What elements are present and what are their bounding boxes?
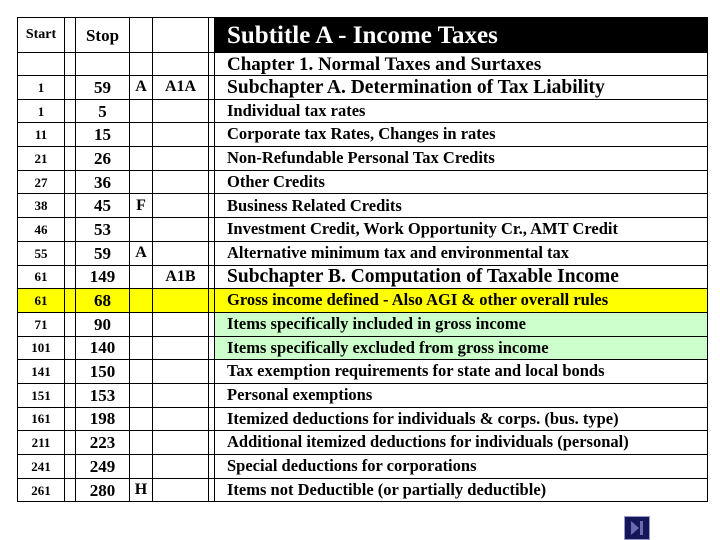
gap-cell <box>65 265 76 289</box>
code-cell <box>153 99 209 123</box>
description-cell: Personal exemptions <box>215 383 708 407</box>
description-cell: Items specifically excluded from gross income <box>215 336 708 360</box>
stop-cell: 59 <box>76 241 130 265</box>
table-row <box>18 218 708 242</box>
stop-cell: 198 <box>76 407 130 431</box>
description-cell: Subchapter A. Determination of Tax Liability <box>215 76 708 100</box>
code-cell <box>153 407 209 431</box>
stop-column-header: Stop <box>76 18 130 53</box>
stop-cell: 249 <box>76 455 130 479</box>
code-cell: A1A <box>153 76 209 100</box>
flag-cell <box>130 455 153 479</box>
start-cell: 61 <box>18 289 65 313</box>
description-cell: Investment Credit, Work Opportunity Cr., AMT Credit <box>215 218 708 242</box>
gap-cell <box>65 76 76 100</box>
start-cell: 11 <box>18 123 65 147</box>
start-cell: 71 <box>18 312 65 336</box>
stop-cell: 149 <box>76 265 130 289</box>
code-cell <box>153 360 209 384</box>
code-cell <box>153 170 209 194</box>
start-cell: 27 <box>18 170 65 194</box>
page-title: Subtitle A - Income Taxes <box>215 18 708 53</box>
flag-cell <box>130 431 153 455</box>
start-cell: 151 <box>18 383 65 407</box>
start-column-header: Start <box>18 18 65 53</box>
start-cell: 61 <box>18 265 65 289</box>
stop-cell: 36 <box>76 170 130 194</box>
code-cell <box>153 194 209 218</box>
table-row <box>18 123 708 147</box>
stop-cell: 280 <box>76 478 130 502</box>
start-cell: 1 <box>18 99 65 123</box>
flag-cell <box>130 289 153 313</box>
chapter-heading: Chapter 1. Normal Taxes and Surtaxes <box>215 53 708 76</box>
flag-cell <box>130 336 153 360</box>
stop-cell: 153 <box>76 383 130 407</box>
gap-cell <box>65 407 76 431</box>
description-cell: Items not Deductible (or partially deductible) <box>215 478 708 502</box>
table-row <box>18 241 708 265</box>
code-cell <box>153 383 209 407</box>
flag-cell: A <box>130 241 153 265</box>
stop-cell: 90 <box>76 312 130 336</box>
flag-cell <box>130 407 153 431</box>
next-slide-icon <box>625 517 649 539</box>
gap-cell <box>65 123 76 147</box>
gap-cell <box>65 147 76 171</box>
flag-cell <box>130 123 153 147</box>
code-cell <box>153 336 209 360</box>
start-cell: 141 <box>18 360 65 384</box>
code-cell <box>153 455 209 479</box>
start-cell: 21 <box>18 147 65 171</box>
gap-cell <box>65 312 76 336</box>
gap-cell <box>65 478 76 502</box>
table-row <box>18 407 708 431</box>
code-cell <box>153 289 209 313</box>
flag-cell <box>130 312 153 336</box>
table-row <box>18 170 708 194</box>
start-cell: 161 <box>18 407 65 431</box>
description-cell: Gross income defined - Also AGI & other overall rules <box>215 289 708 313</box>
flag-cell <box>130 170 153 194</box>
stop-cell: 5 <box>76 99 130 123</box>
tax-code-table <box>17 17 708 502</box>
table-row <box>18 312 708 336</box>
table-row <box>18 265 708 289</box>
next-slide-button[interactable] <box>624 516 650 540</box>
code-cell <box>153 478 209 502</box>
start-cell: 261 <box>18 478 65 502</box>
description-cell: Subchapter B. Computation of Taxable Income <box>215 265 708 289</box>
table-row <box>18 336 708 360</box>
start-cell: 55 <box>18 241 65 265</box>
flag-cell: F <box>130 194 153 218</box>
table-row <box>18 455 708 479</box>
start-cell: 211 <box>18 431 65 455</box>
code-cell <box>153 312 209 336</box>
gap-cell <box>65 431 76 455</box>
chapter-row <box>18 53 708 76</box>
flag-cell: A <box>130 76 153 100</box>
table-row <box>18 478 708 502</box>
table-row <box>18 289 708 313</box>
stop-cell: 59 <box>76 76 130 100</box>
stop-cell: 15 <box>76 123 130 147</box>
table-row <box>18 76 708 100</box>
gap-cell <box>65 383 76 407</box>
gap-cell <box>65 170 76 194</box>
table-row <box>18 99 708 123</box>
description-cell: Tax exemption requirements for state and local bonds <box>215 360 708 384</box>
code-cell: A1B <box>153 265 209 289</box>
code-cell <box>153 218 209 242</box>
description-cell: Items specifically included in gross income <box>215 312 708 336</box>
start-cell: 38 <box>18 194 65 218</box>
flag-cell <box>130 218 153 242</box>
flag-cell <box>130 383 153 407</box>
stop-cell: 223 <box>76 431 130 455</box>
table-row <box>18 360 708 384</box>
code-cell <box>153 431 209 455</box>
table-row <box>18 147 708 171</box>
flag-cell <box>130 99 153 123</box>
gap-cell <box>65 360 76 384</box>
code-cell <box>153 147 209 171</box>
code-cell <box>153 123 209 147</box>
start-cell: 241 <box>18 455 65 479</box>
description-cell: Individual tax rates <box>215 99 708 123</box>
table-row <box>18 194 708 218</box>
gap-cell <box>65 289 76 313</box>
gap-cell <box>65 241 76 265</box>
description-cell: Special deductions for corporations <box>215 455 708 479</box>
stop-cell: 68 <box>76 289 130 313</box>
table-row <box>18 431 708 455</box>
table-row <box>18 383 708 407</box>
flag-cell <box>130 265 153 289</box>
description-cell: Corporate tax Rates, Changes in rates <box>215 123 708 147</box>
stop-cell: 53 <box>76 218 130 242</box>
description-cell: Business Related Credits <box>215 194 708 218</box>
description-cell: Non-Refundable Personal Tax Credits <box>215 147 708 171</box>
description-cell: Additional itemized deductions for individuals (personal) <box>215 431 708 455</box>
stop-cell: 26 <box>76 147 130 171</box>
start-cell: 46 <box>18 218 65 242</box>
gap-cell <box>65 218 76 242</box>
flag-cell <box>130 360 153 384</box>
stop-cell: 140 <box>76 336 130 360</box>
code-cell <box>153 241 209 265</box>
description-cell: Alternative minimum tax and environmental tax <box>215 241 708 265</box>
start-cell: 101 <box>18 336 65 360</box>
gap-cell <box>65 336 76 360</box>
stop-cell: 45 <box>76 194 130 218</box>
stop-cell: 150 <box>76 360 130 384</box>
description-cell: Other Credits <box>215 170 708 194</box>
gap-cell <box>65 99 76 123</box>
table-header-row <box>18 18 708 53</box>
gap-cell <box>65 455 76 479</box>
description-cell: Itemized deductions for individuals & corps. (bus. type) <box>215 407 708 431</box>
gap-cell <box>65 194 76 218</box>
flag-cell: H <box>130 478 153 502</box>
flag-cell <box>130 147 153 171</box>
start-cell: 1 <box>18 76 65 100</box>
